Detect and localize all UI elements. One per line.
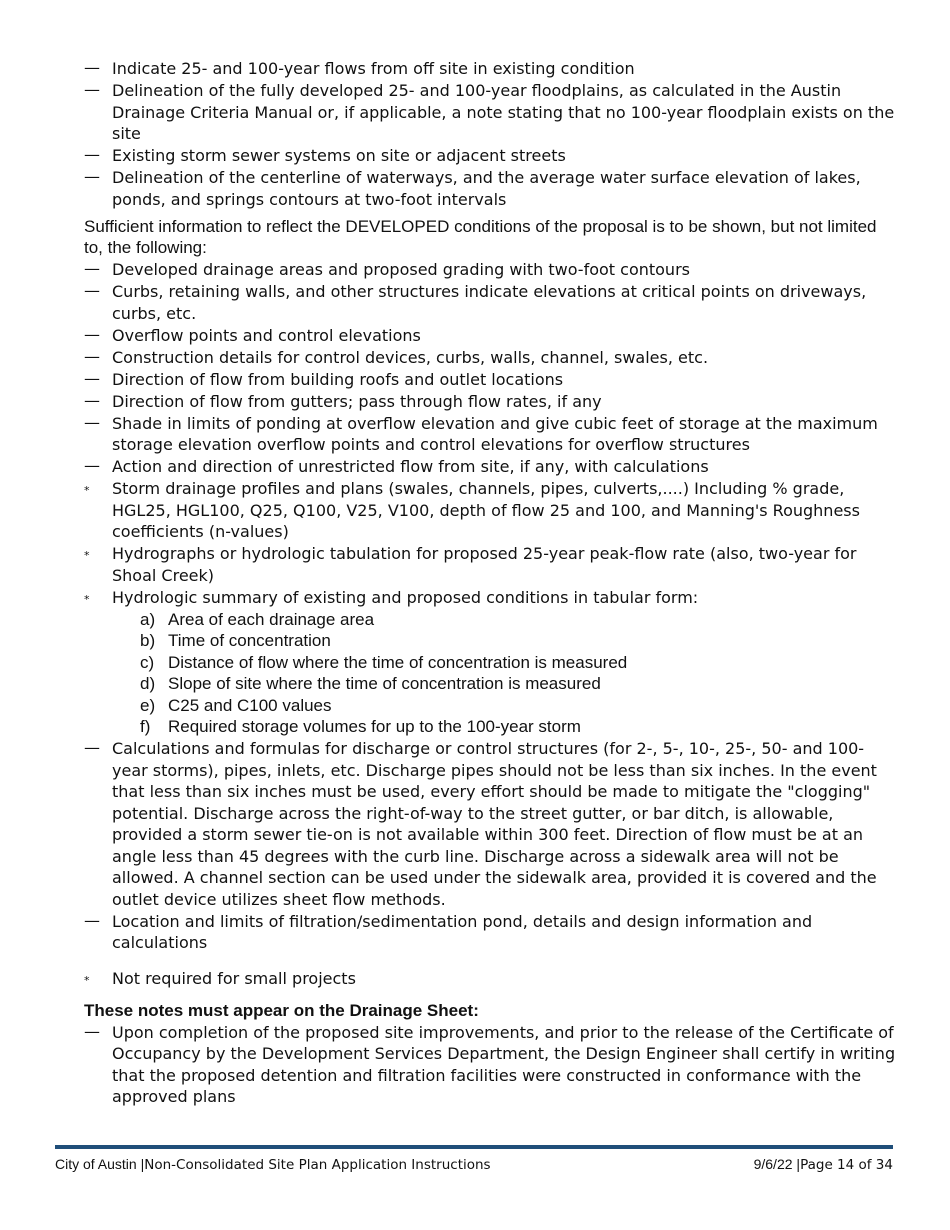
dash-marker: — [84,1021,100,1041]
dash-marker: — [84,145,100,164]
subitem-label: b) [140,631,156,651]
developed-paragraph: Sufficient information to reflect the DEVELOPED conditions of the proposal is to be shown, but not limited to, the following: [84,217,877,257]
summary-subitem: a) Area of each drainage area [140,609,375,629]
summary-subitem: f) Required storage volumes for up to the 100-year storm [140,717,581,737]
asterisk-marker: * [84,974,90,988]
footer-date: 9/6/22 [753,1156,793,1172]
asterisk-marker: * [84,484,90,497]
dash-marker: — [84,281,100,300]
subitem-label: a) [140,609,156,629]
list-item: — Direction of flow from gutters; pass through flow rates, if any [84,390,602,411]
page-content [84,58,896,1108]
footer-page-number: Page 14 of 34 [800,1157,893,1173]
starred-list-item: * Storm drainage profiles and plans (swales, channels, pipes, culverts,....) Including % grade, HGL25, HGL100, Q25, Q100, V25, V100, depth of flow 25 and 100, and Manning's Roughness coefficients (n-values) [84,479,860,541]
footer-separator: | [796,1156,801,1172]
list-item: — Calculations and formulas for discharge or control structures (for 2-, 5-, 10-, 25-, 50- and 100-year storms), pipes, inlets, etc. Discharge pipes should not be less than six inches. In the event that less than six inches must be used, every effort should be made to mitigate the "clogging" potential. Discharge across the right-of-way to the street gutter, or bar ditch, is allowable, provided a storm sewer tie-on is not available within 300 feet. Direction of flow must be at an angle less than 45 degrees with the curb line. Discharge across a sidewalk area will not be allowed. A channel section can be used under the sidewalk area, provided it is covered and the outlet device utilizes sheet flow methods. [84,738,877,909]
dash-marker: — [84,368,100,388]
list-item: — Upon completion of the proposed site improvements, and prior to the release of the Certificate of Occupancy by the Development Services Department, the Design Engineer shall certify in writing that the proposed detention and filtration facilities were constructed in conformance with the approved plans [84,1021,896,1107]
dash-marker: — [84,58,100,77]
list-item: — Direction of flow from building roofs and outlet locations [84,368,564,389]
list-item: — Construction details for control devices, curbs, walls, channel, swales, etc. [84,346,709,367]
dash-marker: — [84,390,100,410]
star-note: * Not required for small projects [84,968,896,990]
dash-marker: — [84,456,100,475]
notes-heading: These notes must appear on the Drainage Sheet: [84,1000,479,1020]
list-item: — Action and direction of unrestricted flow from site, if any, with calculations [84,456,709,476]
starred-list-item: * Hydrologic summary of existing and proposed conditions in tabular form: [84,587,896,609]
subitem-label: c) [140,652,155,672]
dash-marker: — [84,738,100,758]
dash-marker: — [84,259,100,278]
list-item: — Delineation of the fully developed 25- and 100-year floodplains, as calculated in the Austin Drainage Criteria Manual or, if applicable, a note stating that no 100-year floodplain exists on the site [84,80,895,143]
summary-subitem: b) Time of concentration [140,631,331,651]
asterisk-marker: * [84,549,90,562]
subitem-label: f) [140,717,151,737]
dash-marker: — [84,346,100,366]
summary-subitem: c) Distance of flow where the time of concentration is measured [140,652,628,672]
footer-separator: | [140,1156,145,1172]
summary-subitem: d) Slope of site where the time of concentration is measured [140,674,601,694]
footer-org: City of Austin [55,1156,137,1172]
footer-right [754,1156,893,1174]
list-item: — Developed drainage areas and proposed grading with two-foot contours [84,259,690,279]
list-item: — Existing storm sewer systems on site or adjacent streets [84,145,566,165]
asterisk-marker: * [84,592,90,606]
list-item: — Location and limits of filtration/sedimentation pond, details and design information and calculations [84,910,813,953]
list-item: — Delineation of the centerline of waterways, and the average water surface elevation of lakes, ponds, and springs contours at two-foot intervals [84,167,861,209]
list-item: — Overflow points and control elevations [84,324,421,345]
dash-marker: — [84,80,100,99]
dash-marker: — [84,910,100,930]
list-item: — Curbs, retaining walls, and other structures indicate elevations at critical points on driveways, curbs, etc. [84,281,867,323]
footer-rule [55,1145,893,1149]
starred-list-item: * Hydrographs or hydrologic tabulation for proposed 25-year peak-flow rate (also, two-year for Shoal Creek) [84,544,857,585]
subitem-label: d) [140,674,156,694]
footer-doc-title: Non-Consolidated Site Plan Application Instructions [144,1157,491,1173]
footer-left [55,1156,491,1174]
dash-marker: — [84,167,100,186]
summary-subitem: e) C25 and C100 values [140,695,332,715]
dash-marker: — [84,412,100,432]
spacer [84,954,896,968]
dash-marker: — [84,324,100,344]
list-item: — Indicate 25- and 100-year flows from off site in existing condition [84,58,635,78]
subitem-label: e) [140,695,156,715]
list-item: — Shade in limits of ponding at overflow elevation and give cubic feet of storage at the maximum storage elevation overflow points and control elevations for overflow structures [84,412,878,454]
